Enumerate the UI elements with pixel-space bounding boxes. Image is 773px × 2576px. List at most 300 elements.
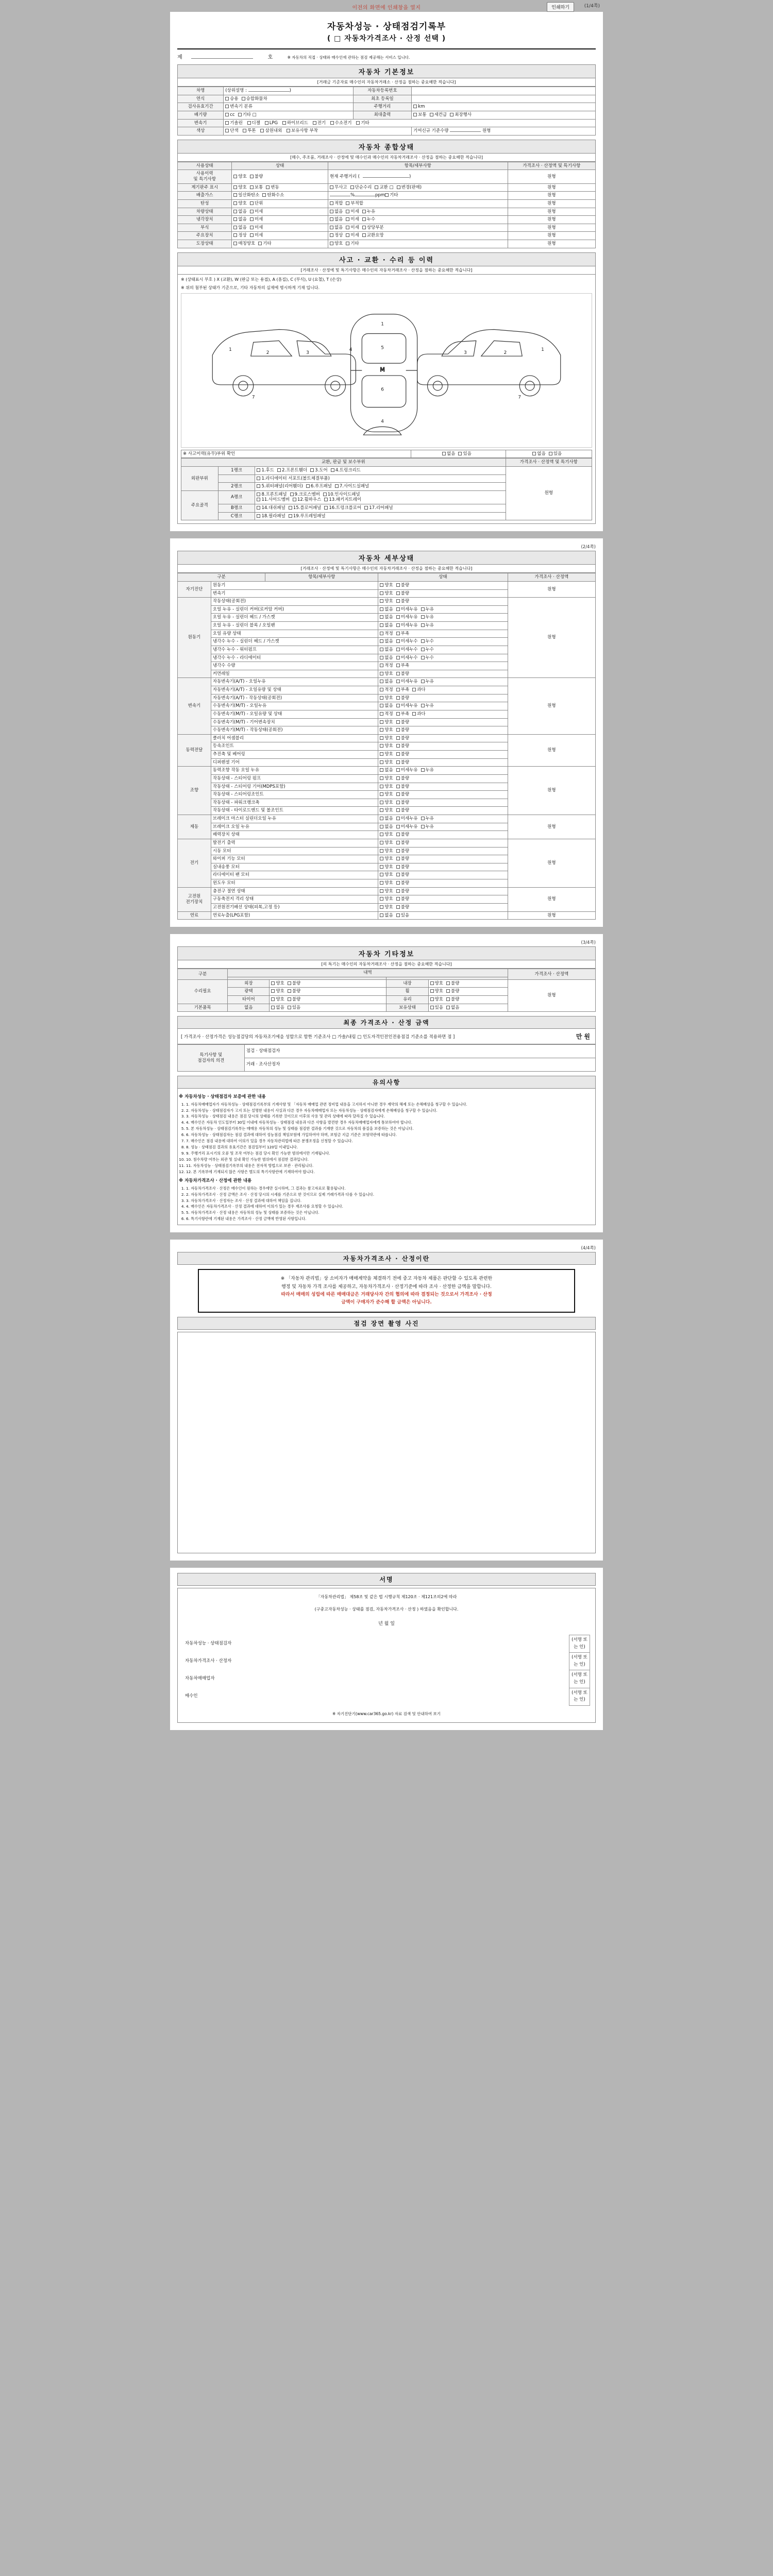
detail-group-label: 연료: [178, 911, 211, 920]
caution-item: 2. 2. 자동차성능 · 상태점검자가 고지 또는 설명한 내용이 사실과 다른 경우 자동차매매업자 또는 자동차성능 · 상태점검자에게 손해배상을 청구할 수 있습니다.: [186, 1108, 594, 1113]
detail-item-options[interactable]: 양호 불량: [378, 718, 508, 726]
signature-role: 매수인: [185, 1693, 198, 1699]
detail-group-label: 조향: [178, 767, 211, 815]
caution-item: 10. 10. 침수차량 여부는 외관 및 실내 확인 가능한 범위에서 점검한 결과입니다.: [186, 1157, 594, 1162]
detail-item-options[interactable]: 적정 부족 과다: [378, 686, 508, 694]
detail-item-label: 작동상태 - 스티어링 기어(MDPS포함): [211, 783, 378, 791]
opinion-row-inspector[interactable]: 점검 · 상태점검자: [244, 1045, 595, 1058]
table-row: [178, 95, 596, 103]
caution-item: 7. 7. 매수인은 점검 내용에 대하여 이의가 있을 경우 자동차관리법에 따른 분쟁조정을 신청할 수 있습니다.: [186, 1139, 594, 1144]
caution-item: 9. 9. 주행거리 표시기의 오류 및 조작 여부는 점검 당시 확인 가능한 범위에서만 기재됩니다.: [186, 1151, 594, 1156]
sheet-4: [170, 1240, 603, 1561]
parts-price-header: 가격조사 · 산정액 및 특기사항: [506, 459, 592, 467]
page-indicator-3: (3/4쪽): [581, 940, 596, 946]
sheet-3: [170, 934, 603, 1232]
detail-item-label: 발전기 출력: [211, 839, 378, 847]
detail-item-options[interactable]: 없음 미세누유 누유: [378, 823, 508, 831]
table-row: [178, 119, 596, 127]
contract-prefix: 제: [177, 55, 182, 60]
table-row: [178, 127, 596, 135]
detail-item-label: 동력조향 작동 오일 누유: [211, 767, 378, 775]
opinion-row-appraiser[interactable]: 거래 · 조사산정자: [244, 1058, 595, 1072]
table-row: [178, 87, 596, 95]
vehicle-name-sub2: ): [289, 88, 291, 93]
detail-item-options[interactable]: 적정 부족: [378, 630, 508, 638]
sheet-5: [170, 1568, 603, 1730]
detail-group-label: 자기진단: [178, 581, 211, 597]
rank-label: B랭크: [218, 504, 255, 513]
detail-item-options[interactable]: 양호 불량: [378, 589, 508, 598]
detail-item-options[interactable]: 없음 미세누유 누유: [378, 767, 508, 775]
page-indicator-4: (4/4쪽): [581, 1246, 596, 1251]
detail-item-options[interactable]: 양호 불량: [378, 831, 508, 839]
detail-item-label: 오일 누유 - 실린더 헤드 / 가스켓: [211, 614, 378, 622]
definition-line-3: 따라서 매매의 성립에 따른 매매대금은 거래당사자 간의 협의에 따라 결정되는 것으로서 가격조사 · 산정: [281, 1292, 492, 1297]
detail-item-label: 수동변속기(M/T) - 기어변속장치: [211, 718, 378, 726]
rank-label: A랭크: [218, 490, 255, 504]
caution-item: 4. 4. 매수인은 자동차 인도일부터 30일 이내에 자동차성능 · 상태점검 내용과 다른 사항을 발견한 경우 자동차매매업자에게 통보하여야 합니다.: [186, 1120, 594, 1125]
detail-item-label: 브레이크 오일 누유: [211, 823, 378, 831]
detail-item-label: 충전구 절연 상태: [211, 887, 378, 895]
definition-band: 자동차가격조사 · 산정이란: [177, 1252, 596, 1265]
opinion-label: 특기사항 및 점검자의 의견: [178, 1045, 245, 1072]
col-group: 구분: [178, 573, 265, 582]
color-options[interactable]: 단색 투톤 삼원내외 보유사항 부착: [224, 127, 412, 135]
row-label-fuel: 변속기: [178, 119, 224, 127]
photo-area[interactable]: [177, 1332, 596, 1553]
table-row: [178, 887, 596, 895]
detail-item-label: 냉각수 수량: [211, 662, 378, 670]
final-price-box: [177, 1029, 596, 1044]
rank-label: 1랭크: [218, 466, 255, 474]
table-row: ※ 사고이력(유무)부위 확인 없음 있음 없음 있음: [181, 450, 592, 458]
table-row: [178, 839, 596, 847]
signature-band: 서명: [177, 1573, 596, 1586]
table-row: [178, 111, 596, 119]
year-value[interactable]: 승용 승합화물차: [224, 95, 353, 103]
table-row: 사용이력 및 특기사항 양호 불량 현재 주행거리 ( ) 원형: [178, 170, 596, 183]
first-reg-value[interactable]: [412, 95, 596, 103]
detail-item-options[interactable]: 양호 불량: [378, 598, 508, 606]
row-label-mileage: 주행거리: [353, 103, 412, 111]
signature-name-field[interactable]: [533, 1635, 569, 1653]
page-indicator-2: (2/4쪽): [581, 545, 596, 550]
section-etc-band: 자동차 기타정보: [177, 946, 596, 960]
detail-item-label: 자동변속기(A/T) - 오일누유: [211, 678, 378, 686]
row-label-vin: 자동차등록번호: [353, 87, 412, 95]
svg-text:5: 5: [381, 345, 384, 350]
caution-item: 8. 8. 성능 · 상태점검 결과의 유효기간은 점검일부터 120일 이내입니다.: [186, 1145, 594, 1150]
detail-item-options[interactable]: 양호 불량: [378, 855, 508, 863]
table-row: 기본품목 없음 없음 있음 보유상태 있음 없음: [178, 1004, 596, 1012]
svg-text:2: 2: [266, 350, 270, 355]
caution-item: 6. 6. 특기사항란에 기재된 내용은 가격조사 · 산정 금액에 반영된 사항입니다.: [186, 1216, 594, 1222]
caution-item: 3. 3. 자동차성능 · 상태점검 내용은 점검 당시의 상태를 기록한 것이므로 이후의 사용 및 관리 상태에 따라 달라질 수 있습니다.: [186, 1114, 594, 1119]
price-cell[interactable]: 원형: [508, 192, 595, 200]
detail-price-cell[interactable]: 원형: [508, 815, 595, 839]
detail-item-options[interactable]: 양호 불량: [378, 839, 508, 847]
detail-item-options[interactable]: 양호 불량: [378, 581, 508, 589]
svg-text:4: 4: [381, 418, 384, 424]
row-label-first-reg: 최초 등록일: [353, 95, 412, 103]
svg-text:1: 1: [381, 321, 384, 327]
signature-role: 자동차가격조사 · 산정자: [185, 1658, 232, 1664]
row-label-color: 색상: [178, 127, 224, 135]
detail-item-options[interactable]: 양호 불량: [378, 903, 508, 911]
table-row: 타이어 양호 불량 유리 양호 불량: [178, 996, 596, 1004]
detail-item-options[interactable]: 양호 불량: [378, 734, 508, 742]
detail-item-label: 배력장치 상태: [211, 831, 378, 839]
table-row: 차량상태 없음 미세 없음 미세 누유 원형: [178, 208, 596, 216]
detail-group-label: 동력전달: [178, 734, 211, 767]
price-cell[interactable]: 원형: [508, 199, 595, 208]
etc-item: 유리: [386, 996, 428, 1004]
detail-price-cell[interactable]: 원형: [508, 839, 595, 887]
detail-price-cell[interactable]: 원형: [508, 678, 595, 734]
detail-item-label: 수동변속기(M/T) - 작동상태(공회전): [211, 726, 378, 735]
detail-item-label: 작동상태(공회전): [211, 598, 378, 606]
definition-line-2: 행정 및 자동차 가격 조사를 제공하고, 자동차가격조사 · 산정기준에 따라 조사 · 산정한 금액을 말합니다.: [281, 1284, 492, 1290]
final-price-desc: [ 가격조사 · 산정가격은 성능점검당의 자동차조기에을 성할으로 함한 기준조사 □ 가솔/내림 □ 인도자격인전인전용점검 기준소를 적용하면 점 ]: [181, 1034, 455, 1040]
etc-item: 광택: [228, 988, 270, 996]
signature-stamp[interactable]: (서명 또는 인): [569, 1635, 590, 1653]
svg-text:4: 4: [349, 347, 352, 352]
legend-line-1: ※ (상태표시 부호 ) X (교환), W (판금 또는 용접), A (흠집), C (부식), U (요철), T (손상): [181, 277, 342, 282]
table-row: 계기판주 표시 양호 보통 변동 무사고 단순수리 교환 □ 변경(판매) 원형: [178, 183, 596, 192]
signature-role: 자동차매매업자: [185, 1676, 215, 1682]
fuel-options[interactable]: 기솔린 디젤 LPG 하이브리드 전기 수소전기 기타: [224, 119, 596, 127]
price-cell[interactable]: 원형: [508, 183, 595, 192]
row-label-cert: 검사유효기간: [178, 103, 224, 111]
detail-item-label: 수동변속기(M/T) - 오일누유: [211, 702, 378, 710]
overall-state-body: [178, 170, 596, 248]
section-detail-band: 자동차 세부상태: [177, 551, 596, 565]
signature-stamp[interactable]: (서명 또는 인): [569, 1670, 590, 1688]
cautions-list-1: [186, 1102, 594, 1175]
svg-text:6: 6: [381, 387, 384, 393]
detail-state-table: [177, 573, 596, 920]
col-etc-detail: 내역: [228, 969, 508, 977]
contract-suffix: 호: [267, 55, 273, 60]
exchange-parts-table: [181, 458, 592, 520]
signature-row: [183, 1670, 590, 1688]
table-row: 1.라디에이터 서포트(볼트체결부품): [181, 474, 592, 483]
std-label: 기여신규 기준수량: [413, 128, 449, 134]
detail-group-label: 전기: [178, 839, 211, 887]
disp-value[interactable]: cc 기타 □: [224, 111, 353, 119]
car-diagram-svg: [181, 294, 592, 447]
caution-item: 4. 4. 매수인은 자동차가격조사 · 산정 결과에 대하여 이의가 있는 경우 재조사를 요청할 수 있습니다.: [186, 1204, 594, 1209]
detail-item-options[interactable]: 없음 미세누유 누유: [378, 702, 508, 710]
signature-area: [177, 1588, 596, 1722]
price-cell[interactable]: 원형: [508, 232, 595, 240]
etc-item: 내장: [386, 979, 428, 988]
detail-state-body: [178, 581, 596, 919]
detail-item-options[interactable]: 양호 불량: [378, 791, 508, 799]
detail-group-label: 제동: [178, 815, 211, 839]
section-basic-info-note: [거래금 기준자료 매수인의 자동차거래소 · 산정을 점하는 중요해한 적습니다]: [177, 78, 596, 87]
detail-item-label: 추진축 및 베어링: [211, 751, 378, 759]
rank-label: 2랭크: [218, 483, 255, 491]
legend-line-2: ※ 위의 첨부된 상태가 기준으로, 기타 자동차의 실제에 명시하게 기재 입니다.: [181, 285, 320, 290]
detail-item-label: 연료누출(LPG포함): [211, 911, 378, 920]
detail-item-label: 작동상태 - 타이로드엔드 및 볼조인트: [211, 807, 378, 815]
detail-price-cell[interactable]: 원형: [508, 887, 595, 911]
cautions-band: 유의사항: [177, 1076, 596, 1089]
signature-stamp[interactable]: (서명 또는 인): [569, 1688, 590, 1705]
basic-info-table: [177, 87, 596, 135]
top-bar: [170, 0, 603, 12]
svg-text:M: M: [380, 366, 385, 373]
table-row: [178, 1045, 596, 1058]
detail-item-label: 윈도우 모터: [211, 879, 378, 888]
col-etc-price: 가격조사 · 산정액: [508, 969, 595, 980]
table-row: 냉각장치 없음 미세 없음 미세 누수 원형: [178, 216, 596, 224]
vin-value[interactable]: [412, 87, 596, 95]
svg-text:2: 2: [503, 350, 507, 355]
section-etc-note: [의 특기는 매수인의 자동차거래조사 · 산정을 점하는 중요해한 적습니다]: [177, 960, 596, 969]
detail-item-label: 와이퍼 기능 모터: [211, 855, 378, 863]
detail-item-options[interactable]: 없음 미세누수 누수: [378, 638, 508, 646]
table-row: 배출가스 일산화탄소 탄화수소 % ppm 기타 원형: [178, 192, 596, 200]
etc-item: 휠: [386, 988, 428, 996]
etc-price-cell[interactable]: 원형: [508, 979, 595, 1012]
print-button[interactable]: 인쇄하기: [547, 2, 574, 12]
parts-price-cell[interactable]: 원형: [506, 466, 592, 520]
detail-item-options[interactable]: 양호 불량: [378, 895, 508, 904]
detail-item-options[interactable]: 없음 미세누유 누유: [378, 605, 508, 614]
detail-group-label: 원동기: [178, 598, 211, 678]
detail-item-options[interactable]: 양호 불량: [378, 863, 508, 871]
caution-item: 1. 1. 자동차가격조사 · 산정은 매수인이 원하는 경우에만 실시하며, 그 결과는 참고자료로 활용됩니다.: [186, 1186, 594, 1191]
detail-item-label: 자동변속기(A/T) - 작동상태(공회전): [211, 694, 378, 702]
detail-group-label: 변속기: [178, 678, 211, 734]
table-row: [178, 678, 596, 686]
detail-item-options[interactable]: 없음 있음: [378, 911, 508, 920]
contract-number-line: [177, 53, 596, 60]
detail-item-label: 디퍼렌셜 기어: [211, 758, 378, 767]
detail-item-label: 냉각수 누수 - 라디에이터: [211, 654, 378, 662]
svg-text:1: 1: [229, 347, 232, 352]
signature-row: [183, 1653, 590, 1670]
std-cell[interactable]: [412, 127, 596, 135]
page-title: 자동차성능 · 상태점검기록부: [327, 22, 446, 32]
detail-item-label: 냉각수 누수 - 워터펌프: [211, 646, 378, 654]
detail-item-options[interactable]: 없음 미세누유 누유: [378, 622, 508, 630]
table-header-row: [178, 162, 596, 170]
detail-item-options[interactable]: 양호 불량: [378, 751, 508, 759]
signature-name-field[interactable]: [533, 1653, 569, 1670]
detail-item-options[interactable]: 적정 부족 과다: [378, 710, 508, 718]
signature-row: [183, 1635, 590, 1653]
svg-text:7: 7: [251, 395, 255, 400]
detail-item-label: 브레이크 마스터 실린더오일 누유: [211, 815, 378, 823]
detail-item-options[interactable]: 없음 미세누유 누유: [378, 678, 508, 686]
row-label-power: 최대출력: [353, 111, 412, 119]
price-cell[interactable]: 원형: [508, 240, 595, 248]
signature-note-2: (구중고자동차성능 · 상태를 점검, 자동차가격조사 · 산정 ) 하였음을 확인합니다.: [314, 1607, 459, 1612]
table-header-row: [178, 969, 596, 977]
detail-item-options[interactable]: 양호 불량: [378, 871, 508, 879]
svg-text:1: 1: [541, 347, 544, 352]
signature-name-field[interactable]: [533, 1670, 569, 1688]
detail-item-options[interactable]: 양호 불량: [378, 774, 508, 783]
signature-stamp[interactable]: (서명 또는 인): [569, 1653, 590, 1670]
signature-note-1: 「자동차관리법」 제58조 및 같은 법 시행규칙 제120조 · 제121조의2에 따라: [316, 1595, 457, 1600]
rank-label: C랭크: [218, 512, 255, 520]
final-price-amount[interactable]: 만원: [576, 1033, 592, 1041]
price-cell[interactable]: 원형: [508, 170, 595, 183]
detail-item-label: 커먼레일: [211, 670, 378, 678]
caution-item: 6. 6. 자동차성능 · 상태점검자는 점검 결과에 대하여 성능점검 책임보험에 가입하여야 하며, 보험금 지급 기준은 보험약관에 따릅니다.: [186, 1132, 594, 1138]
caution-item: 3. 3. 자동차가격조사 · 산정자는 조사 · 산정 결과에 대하여 책임을 집니다.: [186, 1198, 594, 1204]
definition-box: [198, 1269, 575, 1313]
etc-item: 없음: [228, 1004, 270, 1012]
detail-item-options[interactable]: 없음 미세누유 누유: [378, 815, 508, 823]
section-overall-band: 자동차 종합상태: [177, 140, 596, 154]
photo-band: 점검 장면 촬영 사진: [177, 1317, 596, 1330]
table-row: [178, 581, 596, 589]
etc-label-basic: 기본품목: [178, 1004, 228, 1012]
detail-price-cell[interactable]: 원형: [508, 598, 595, 678]
table-row: 도장상태 매칭양호 기타 양호 기타 원형: [178, 240, 596, 248]
detail-item-options[interactable]: 양호 불량: [378, 670, 508, 678]
detail-item-options[interactable]: 양호 불량: [378, 887, 508, 895]
detail-item-label: 클러치 어셈블리: [211, 734, 378, 742]
detail-item-label: 구동축전지 격리 상태: [211, 895, 378, 904]
doc-header: [177, 19, 596, 49]
exchange-group-label: 외판부위: [181, 466, 219, 490]
row-label-year: 연식: [178, 95, 224, 103]
caution-item: 5. 5. 자동차가격조사 · 산정 내용은 자동차의 성능 및 상태를 보증하는 것은 아닙니다.: [186, 1210, 594, 1215]
detail-item-options[interactable]: 양호 불량: [378, 807, 508, 815]
col-price: 가격조사 · 산정액: [508, 573, 595, 582]
detail-price-cell[interactable]: 원형: [508, 911, 595, 920]
detail-price-cell[interactable]: 원형: [508, 734, 595, 767]
detail-item-label: 원동기: [211, 581, 378, 589]
etc-info-table: [177, 969, 596, 1012]
detail-item-label: 오일 누유 - 실린더 커버(로커암 커버): [211, 605, 378, 614]
caution-item: 11. 11. 자동차성능 · 상태점검기록부의 내용은 전자적 방법으로 보관 · 관리됩니다.: [186, 1163, 594, 1168]
overall-state-table: [177, 162, 596, 248]
table-row: 2랭크 5.쿼터패널(리어휀더) 6.루프패널 7.사이드실패널: [181, 483, 592, 491]
detail-item-options[interactable]: 적정 부족: [378, 662, 508, 670]
detail-price-cell[interactable]: 원형: [508, 581, 595, 597]
cert-value[interactable]: 변속기 분류: [224, 103, 353, 111]
detail-item-label: 등속조인트: [211, 742, 378, 751]
signature-name-field[interactable]: [533, 1688, 569, 1705]
detail-item-label: 작동상태 - 스티어링조인트: [211, 791, 378, 799]
table-row: B랭크 14.대쉬패널 15.플로어패널 16.트렁크플로어 17.리어패널: [181, 504, 592, 513]
section-overall-note: [매수, 주조품, 거래조사 · 산정에 및 매수인과 매수인의 자동차거래조사 · 산정을 점하는 중요해한 적습니다]: [177, 154, 596, 162]
price-cell[interactable]: 원형: [508, 208, 595, 216]
detail-item-options[interactable]: 양호 불량: [378, 879, 508, 888]
section-detail-note: [거래조사 · 산정에 및 특기사항은 매수인의 자동차거래조사 · 산정을 점하는 중요해한 적습니다]: [177, 565, 596, 573]
detail-item-label: 시동 모터: [211, 847, 378, 855]
section-accident-band: 사고 · 교환 · 수리 등 이력: [177, 252, 596, 266]
caution-item: 5. 5. 본 자동차성능 · 상태점검기록부는 매매용 자동차의 성능 및 상태를 점검한 결과를 기재한 것으로 자동차의 품질을 보증하는 것은 아닙니다.: [186, 1126, 594, 1131]
print-warning: 이전의 화면에 인쇄창을 열지: [352, 5, 421, 11]
svg-text:3: 3: [306, 350, 309, 355]
etc-label-repair: 수리필요: [178, 979, 228, 1004]
detail-item-label: 고전원전기배선 상태(피복,고정 등): [211, 903, 378, 911]
table-row: [178, 734, 596, 742]
detail-item-options[interactable]: 양호 불량: [378, 847, 508, 855]
detail-price-cell[interactable]: 원형: [508, 767, 595, 815]
detail-item-label: 라디에이터 팬 모터: [211, 871, 378, 879]
price-cell[interactable]: 원형: [508, 224, 595, 232]
final-price-row: [181, 1032, 592, 1041]
car-diagram: [181, 293, 592, 448]
signature-role: 자동차성능 · 상태점검자: [185, 1640, 232, 1646]
section-basic-info-band: 자동차 기본정보: [177, 64, 596, 78]
row-label-vehicle-name: 차명: [178, 87, 224, 95]
cautions-group1-title: ※ 자동차성능 · 상태점검자 보증에 관한 내용: [179, 1094, 266, 1100]
table-header-row: [181, 459, 592, 467]
parts-header: 교환, 판금 및 보수부위: [181, 459, 506, 467]
definition-line-1: ※ 「자동차 관리법」상 소비자가 매매계약을 체결하기 전에 중고 자동차 제품은 판단할 수 있도록 관련한: [280, 1276, 493, 1282]
detail-item-options[interactable]: 양호 불량: [378, 694, 508, 702]
table-row: [178, 598, 596, 606]
detail-item-options[interactable]: 없음 미세누유 누유: [378, 614, 508, 622]
detail-item-options[interactable]: 양호 불량: [378, 726, 508, 735]
detail-item-label: 작동상태 - 파워크랭크축: [211, 799, 378, 807]
detail-item-options[interactable]: 양호 불량: [378, 742, 508, 751]
detail-item-options[interactable]: 없음 미세누수 누수: [378, 654, 508, 662]
detail-item-options[interactable]: 없음 미세누수 누수: [378, 646, 508, 654]
detail-item-label: 실내송풍 모터: [211, 863, 378, 871]
row-label-disp: 배기량: [178, 111, 224, 119]
detail-item-label: 변속기: [211, 589, 378, 598]
section-final-price-band: 최종 가격조사 · 산정 금액: [177, 1016, 596, 1029]
table-row: 광택 양호 불량 휠 양호 불량: [178, 988, 596, 996]
col-item: 항목/세부사항: [265, 573, 378, 582]
etc-item: 외장: [228, 979, 270, 988]
table-row: [178, 767, 596, 775]
table-row: [178, 815, 596, 823]
table-header-row: [178, 573, 596, 582]
col-state: 상태: [378, 573, 508, 582]
price-cell[interactable]: 원형: [508, 216, 595, 224]
detail-item-label: 작동상태 - 스티어링 펌프: [211, 774, 378, 783]
signature-date[interactable]: 년 월 일: [378, 1621, 395, 1626]
mileage-value[interactable]: km: [412, 103, 596, 111]
main-group-label: 주요골격: [181, 490, 219, 520]
sheet-2: [170, 538, 603, 927]
cautions-body: [177, 1089, 596, 1225]
power-value[interactable]: 보통 세컨급 최장행사: [412, 111, 596, 119]
caution-item: 1. 1. 자동차매매업자가 자동차성능 · 상태점검기록부의 기재사항 및 「자동차 매매업 관련 정비업 내용을 고지하지 아니한 경우 계약의 해제 또는 손해배상을 청구할 수 있습니다.: [186, 1102, 594, 1107]
detail-group-label: 고전원 전기장치: [178, 887, 211, 911]
col-usage: 사용상태: [178, 162, 232, 170]
col-price: 가격조사 · 산정액 및 특기사항: [508, 162, 595, 170]
caution-item: 12. 12. 본 기록부에 기재되지 않은 사항은 별도의 특기사항란에 기재하여야 합니다.: [186, 1170, 594, 1175]
svg-text:3: 3: [464, 350, 467, 355]
table-row: [178, 911, 596, 920]
vehicle-name-value[interactable]: [224, 87, 353, 95]
detail-item-options[interactable]: 양호 불량: [378, 783, 508, 791]
detail-item-label: 수동변속기(M/T) - 오일유량 및 상태: [211, 710, 378, 718]
std-unit: 원형: [482, 128, 491, 134]
detail-item-options[interactable]: 양호 불량: [378, 799, 508, 807]
accident-check-label: ※ 사고이력(유무)부위 확인: [181, 450, 411, 458]
detail-item-options[interactable]: 양호 불량: [378, 758, 508, 767]
detail-item-label: 오일 누유 - 실린더 블록 / 오일팬: [211, 622, 378, 630]
svg-text:7: 7: [518, 395, 522, 400]
table-row: [178, 103, 596, 111]
page-subtitle: ( □ 자동차가격조사 · 산정 선택 ): [327, 35, 446, 43]
table-row: 주요장치 정상 미세 정상 미세 교환요망 원형: [178, 232, 596, 240]
